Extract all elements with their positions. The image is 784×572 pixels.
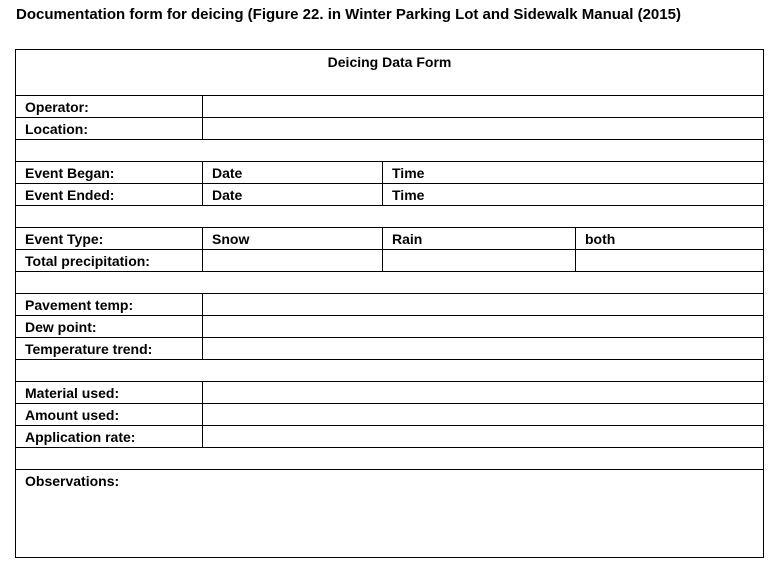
- spacer-cell: [16, 206, 764, 228]
- temperature-trend-label: Temperature trend:: [16, 338, 203, 360]
- application-rate-row: [16, 426, 764, 448]
- event-type-snow-option[interactable]: Snow: [203, 228, 383, 250]
- event-began-time-field[interactable]: Time: [383, 162, 764, 184]
- spacer-cell: [16, 272, 764, 294]
- spacer-cell: [16, 448, 764, 470]
- precipitation-both-field[interactable]: [576, 250, 764, 272]
- dew-point-row: [16, 316, 764, 338]
- spacer-row: [16, 206, 764, 228]
- event-ended-row: [16, 184, 764, 206]
- total-precipitation-label: Total precipitation:: [16, 250, 203, 272]
- material-used-row: [16, 382, 764, 404]
- event-type-both-option[interactable]: both: [576, 228, 764, 250]
- amount-used-row: [16, 404, 764, 426]
- location-label: Location:: [16, 118, 203, 140]
- spacer-cell: [16, 360, 764, 382]
- spacer-cell: [16, 140, 764, 162]
- event-ended-date-field[interactable]: Date: [203, 184, 383, 206]
- observations-field[interactable]: [16, 470, 764, 558]
- operator-row: [16, 96, 764, 118]
- amount-used-label: Amount used:: [16, 404, 203, 426]
- event-ended-label: Event Ended:: [16, 184, 203, 206]
- location-row: [16, 118, 764, 140]
- event-began-row: [16, 162, 764, 184]
- temperature-trend-row: [16, 338, 764, 360]
- form-title: Deicing Data Form: [16, 50, 764, 96]
- event-type-row: [16, 228, 764, 250]
- material-used-label: Material used:: [16, 382, 203, 404]
- figure-caption: Documentation form for deicing (Figure 22. in Winter Parking Lot and Sidewalk Manual (2015): [16, 6, 681, 23]
- application-rate-field[interactable]: [203, 426, 764, 448]
- spacer-row: [16, 360, 764, 382]
- precipitation-rain-field[interactable]: [383, 250, 576, 272]
- total-precipitation-row: [16, 250, 764, 272]
- dew-point-field[interactable]: [203, 316, 764, 338]
- observations-row: [16, 470, 764, 558]
- event-ended-time-field[interactable]: Time: [383, 184, 764, 206]
- material-used-field[interactable]: [203, 382, 764, 404]
- dew-point-label: Dew point:: [16, 316, 203, 338]
- operator-label: Operator:: [16, 96, 203, 118]
- form-title-row: [16, 50, 764, 96]
- temperature-trend-field[interactable]: [203, 338, 764, 360]
- observations-label: Observations:: [25, 473, 120, 489]
- application-rate-label: Application rate:: [16, 426, 203, 448]
- location-field[interactable]: [203, 118, 764, 140]
- deicing-data-form: [15, 49, 764, 558]
- operator-field[interactable]: [203, 96, 764, 118]
- event-began-label: Event Began:: [16, 162, 203, 184]
- spacer-row: [16, 448, 764, 470]
- pavement-temp-row: [16, 294, 764, 316]
- amount-used-field[interactable]: [203, 404, 764, 426]
- event-began-date-field[interactable]: Date: [203, 162, 383, 184]
- spacer-row: [16, 140, 764, 162]
- pavement-temp-label: Pavement temp:: [16, 294, 203, 316]
- precipitation-snow-field[interactable]: [203, 250, 383, 272]
- event-type-label: Event Type:: [16, 228, 203, 250]
- event-type-rain-option[interactable]: Rain: [383, 228, 576, 250]
- spacer-row: [16, 272, 764, 294]
- pavement-temp-field[interactable]: [203, 294, 764, 316]
